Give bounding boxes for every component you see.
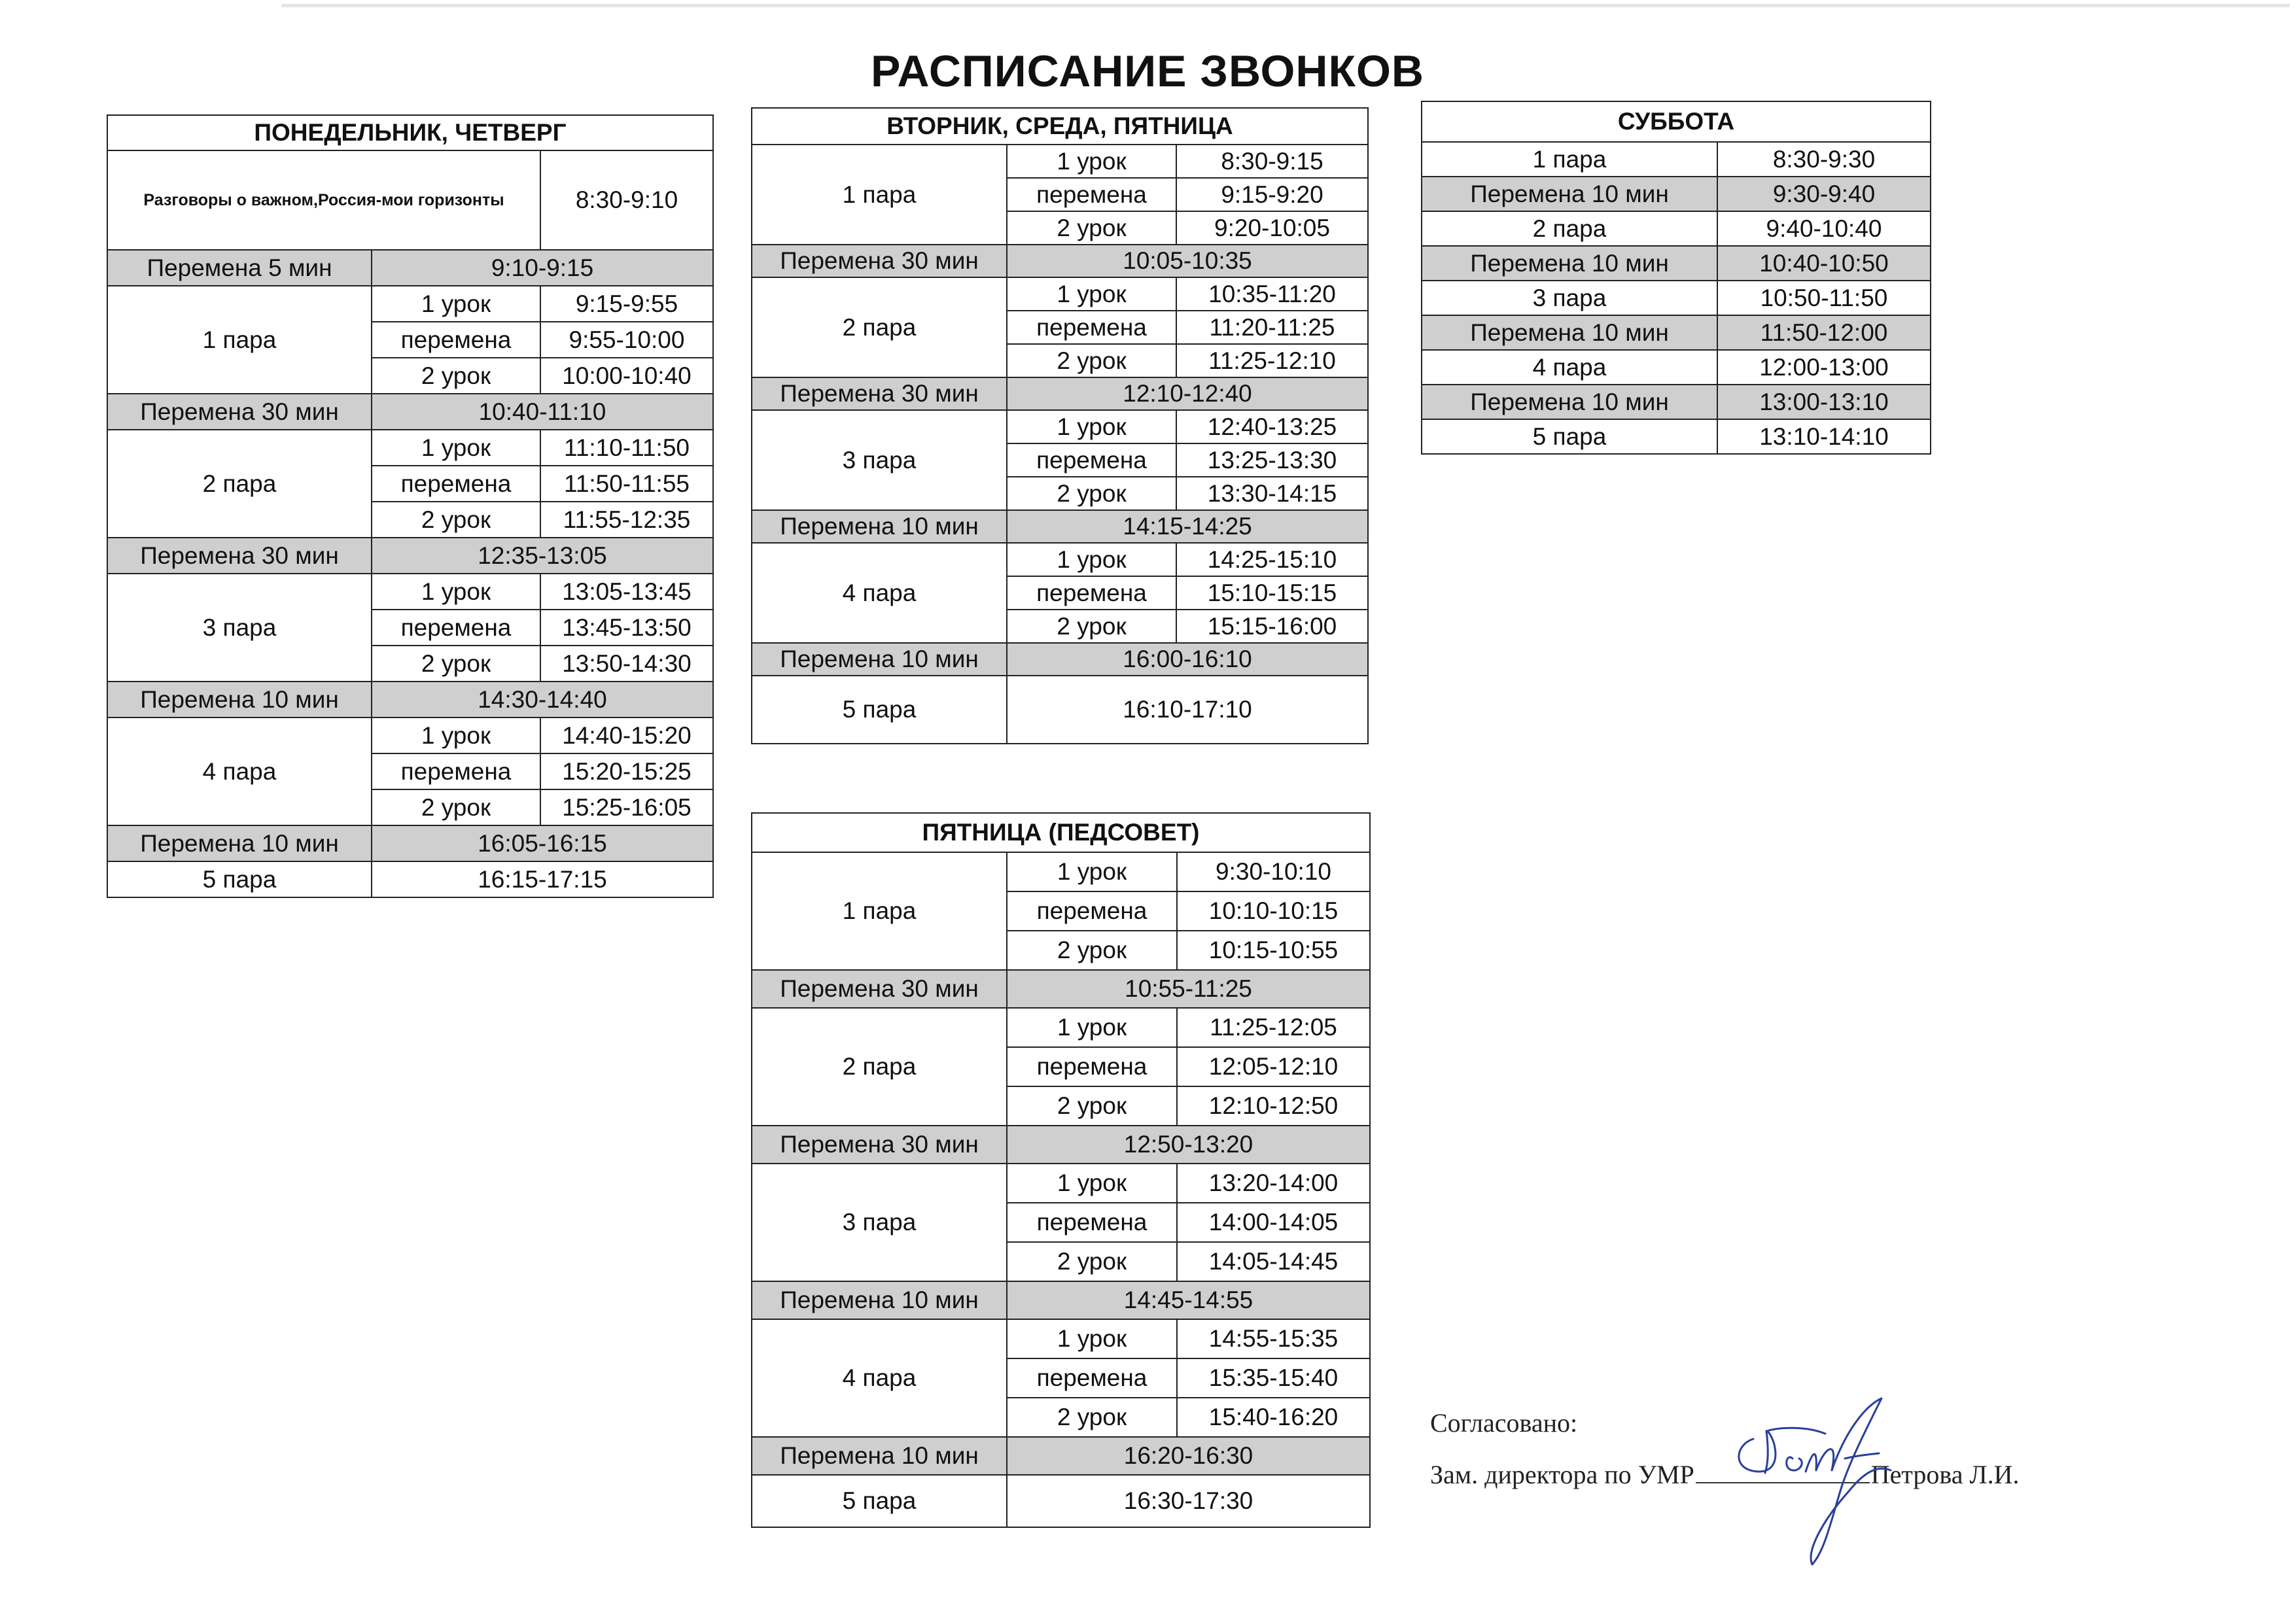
lesson-time: 11:50-11:55 [540,466,713,502]
break-row [752,1126,1370,1164]
pair-label: 3 пара [1422,281,1717,315]
lesson-time: 15:40-16:20 [1177,1398,1370,1437]
lesson-time: 13:45-13:50 [540,610,713,646]
lesson-label: перемена [1007,1358,1177,1398]
lesson-label: 1 урок [372,574,540,610]
table-header: ПОНЕДЕЛЬНИК, ЧЕТВЕРГ [107,115,713,150]
break-row [752,970,1370,1008]
lesson-label: перемена [1007,1047,1177,1086]
break-row [752,1281,1370,1319]
pair-row [1422,142,1931,177]
lesson-time: 11:25-12:05 [1177,1008,1370,1047]
break-row [1422,177,1931,211]
pair-label: 3 пара [752,1164,1007,1281]
pair-label: 5 пара [752,1475,1007,1527]
lesson-label: 1 урок [1007,1319,1177,1358]
pair-time: 16:30-17:30 [1007,1475,1370,1527]
break-row [752,377,1368,410]
pair-label: 4 пара [752,543,1007,643]
lesson-label: 2 урок [1007,344,1176,377]
lesson-label: перемена [1007,311,1176,344]
lesson-time: 11:55-12:35 [540,502,713,538]
break-time: 16:00-16:10 [1007,643,1368,676]
pair-time: 9:40-10:40 [1717,211,1931,246]
lesson-label: 1 урок [1007,145,1176,178]
lesson-label: перемена [1007,576,1176,610]
lesson-label: 2 урок [1007,610,1176,643]
lesson-time: 15:15-16:00 [1176,610,1368,643]
special-event-time: 8:30-9:10 [540,150,713,250]
break-time: 13:00-13:10 [1717,385,1931,419]
break-row [107,394,713,430]
lesson-time: 15:25-16:05 [540,789,713,825]
break-label: Перемена 30 мин [752,1126,1007,1164]
pair-label: 4 пара [752,1319,1007,1437]
lesson-time: 14:25-15:10 [1176,543,1368,576]
lesson-time: 15:35-15:40 [1177,1358,1370,1398]
break-row [752,510,1368,543]
pair-time: 12:00-13:00 [1717,350,1931,385]
break-time: 11:50-12:00 [1717,315,1931,350]
lesson-time: 13:30-14:15 [1176,477,1368,510]
lesson-time: 11:25-12:10 [1176,344,1368,377]
pair-row [1422,211,1931,246]
table-header: ПЯТНИЦА (ПЕДСОВЕТ) [752,813,1370,852]
pair-label: 2 пара [752,277,1007,377]
handwritten-signature [1727,1393,1923,1570]
lesson-label: 1 урок [1007,1164,1177,1203]
lesson-row [752,1164,1370,1203]
break-label: Перемена 30 мин [752,377,1007,410]
lesson-label: 2 урок [1007,1086,1177,1126]
break-row [107,250,713,286]
break-time: 14:15-14:25 [1007,510,1368,543]
pair-time: 16:15-17:15 [372,861,713,897]
break-label: Перемена 10 мин [752,1281,1007,1319]
lesson-label: 1 урок [372,717,540,753]
pair-label: 3 пара [752,410,1007,510]
break-label: Перемена 10 мин [107,682,372,717]
pair-label: 1 пара [107,286,372,394]
break-row [1422,246,1931,281]
lesson-label: 2 урок [372,646,540,682]
break-time: 10:40-11:10 [372,394,713,430]
lesson-time: 13:20-14:00 [1177,1164,1370,1203]
schedule-table-mon-thu [107,114,714,898]
lesson-row [107,717,713,753]
lesson-label: 2 урок [1007,211,1176,245]
break-label: Перемена 10 мин [1422,246,1717,281]
break-time: 10:05-10:35 [1007,245,1368,277]
lesson-label: 1 урок [1007,543,1176,576]
break-time: 14:30-14:40 [372,682,713,717]
lesson-time: 10:35-11:20 [1176,277,1368,311]
lesson-time: 12:10-12:50 [1177,1086,1370,1126]
lesson-time: 13:05-13:45 [540,574,713,610]
break-time: 16:05-16:15 [372,825,713,861]
lesson-label: 2 урок [1007,477,1176,510]
pair-time: 16:10-17:10 [1007,676,1368,744]
page-title: РАСПИСАНИЕ ЗВОНКОВ [871,46,1424,96]
pair-row [107,861,713,897]
pair-label: 1 пара [752,145,1007,245]
break-label: Перемена 30 мин [752,970,1007,1008]
lesson-time: 13:50-14:30 [540,646,713,682]
break-label: Перемена 10 мин [1422,315,1717,350]
lesson-time: 14:40-15:20 [540,717,713,753]
schedule-table-friday-council [751,812,1371,1528]
lesson-label: 2 урок [1007,1242,1177,1281]
pair-row [752,1475,1370,1527]
approval-name: Петрова Л.И. [1870,1460,2020,1489]
pair-label: 4 пара [1422,350,1717,385]
lesson-time: 13:25-13:30 [1176,443,1368,477]
lesson-time: 9:55-10:00 [540,322,713,358]
approval-position: Зам. директора по УМР [1430,1460,1694,1489]
lesson-time: 14:55-15:35 [1177,1319,1370,1358]
break-row [752,245,1368,277]
scan-edge-line [281,4,2290,7]
break-label: Перемена 10 мин [752,643,1007,676]
lesson-time: 10:15-10:55 [1177,931,1370,970]
lesson-label: перемена [1007,443,1176,477]
break-row [1422,315,1931,350]
lesson-label: перемена [1007,178,1176,211]
lesson-time: 14:05-14:45 [1177,1242,1370,1281]
lesson-time: 8:30-9:15 [1176,145,1368,178]
lesson-label: 2 урок [1007,931,1177,970]
lesson-row [752,1319,1370,1358]
lesson-label: 2 урок [372,358,540,394]
break-label: Перемена 10 мин [752,1437,1007,1475]
pair-label: 2 пара [107,430,372,538]
lesson-time: 10:00-10:40 [540,358,713,394]
break-label: Перемена 30 мин [752,245,1007,277]
lesson-label: 1 урок [1007,277,1176,311]
lesson-time: 14:00-14:05 [1177,1203,1370,1242]
lesson-time: 12:40-13:25 [1176,410,1368,443]
break-row [107,682,713,717]
lesson-row [752,277,1368,311]
lesson-label: 2 урок [372,789,540,825]
break-row [752,643,1368,676]
lesson-label: перемена [1007,891,1177,931]
break-label: Перемена 10 мин [1422,177,1717,211]
special-event-label: Разговоры о важном,Россия-мои горизонты [107,150,540,250]
pair-label: 3 пара [107,574,372,682]
pair-label: 2 пара [1422,211,1717,246]
approval-agreed: Согласовано: [1430,1408,1578,1438]
lesson-label: перемена [372,753,540,789]
lesson-time: 15:10-15:15 [1176,576,1368,610]
lesson-row [107,574,713,610]
lesson-time: 9:30-10:10 [1177,852,1370,891]
lesson-row [752,145,1368,178]
break-row [107,825,713,861]
lesson-time: 11:20-11:25 [1176,311,1368,344]
break-time: 12:35-13:05 [372,538,713,574]
break-label: Перемена 30 мин [107,538,372,574]
schedule-table-saturday [1421,101,1931,455]
table-header: ВТОРНИК, СРЕДА, ПЯТНИЦА [752,108,1368,145]
approval-block [1430,1408,2020,1510]
break-label: Перемена 5 мин [107,250,372,286]
break-label: Перемена 10 мин [107,825,372,861]
lesson-row [752,852,1370,891]
break-row [1422,385,1931,419]
lesson-time: 9:20-10:05 [1176,211,1368,245]
lesson-row [107,286,713,322]
break-label: Перемена 10 мин [1422,385,1717,419]
pair-row [1422,419,1931,454]
lesson-label: перемена [372,610,540,646]
pair-label: 5 пара [107,861,372,897]
lesson-row [752,543,1368,576]
pair-label: 5 пара [1422,419,1717,454]
lesson-row [752,410,1368,443]
lesson-row [107,430,713,466]
lesson-label: 1 урок [372,430,540,466]
lesson-label: 1 урок [1007,410,1176,443]
pair-label: 1 пара [752,852,1007,970]
lesson-time: 12:05-12:10 [1177,1047,1370,1086]
lesson-time: 15:20-15:25 [540,753,713,789]
break-row [752,1437,1370,1475]
break-time: 10:40-10:50 [1717,246,1931,281]
pair-time: 8:30-9:30 [1717,142,1931,177]
break-label: Перемена 10 мин [752,510,1007,543]
lesson-time: 10:10-10:15 [1177,891,1370,931]
pair-label: 4 пара [107,717,372,825]
pair-time: 10:50-11:50 [1717,281,1931,315]
pair-row [1422,281,1931,315]
break-row [107,538,713,574]
pair-row [1422,350,1931,385]
lesson-time: 9:15-9:55 [540,286,713,322]
lesson-label: перемена [372,322,540,358]
lesson-label: 1 урок [1007,1008,1177,1047]
lesson-label: 1 урок [372,286,540,322]
break-time: 14:45-14:55 [1007,1281,1370,1319]
pair-row [752,676,1368,744]
break-time: 12:50-13:20 [1007,1126,1370,1164]
approval-line [1430,1459,2020,1510]
break-time: 12:10-12:40 [1007,377,1368,410]
pair-time: 13:10-14:10 [1717,419,1931,454]
lesson-row [752,1008,1370,1047]
lesson-label: 2 урок [1007,1398,1177,1437]
break-time: 9:30-9:40 [1717,177,1931,211]
break-time: 9:10-9:15 [372,250,713,286]
pair-label: 5 пара [752,676,1007,744]
lesson-label: перемена [372,466,540,502]
lesson-label: 2 урок [372,502,540,538]
break-label: Перемена 30 мин [107,394,372,430]
break-time: 16:20-16:30 [1007,1437,1370,1475]
pair-label: 2 пара [752,1008,1007,1126]
lesson-label: 1 урок [1007,852,1177,891]
table-header: СУББОТА [1422,101,1931,142]
pair-label: 1 пара [1422,142,1717,177]
break-time: 10:55-11:25 [1007,970,1370,1008]
schedule-table-tue-wed-fri [751,107,1369,744]
lesson-time: 11:10-11:50 [540,430,713,466]
lesson-label: перемена [1007,1203,1177,1242]
lesson-time: 9:15-9:20 [1176,178,1368,211]
